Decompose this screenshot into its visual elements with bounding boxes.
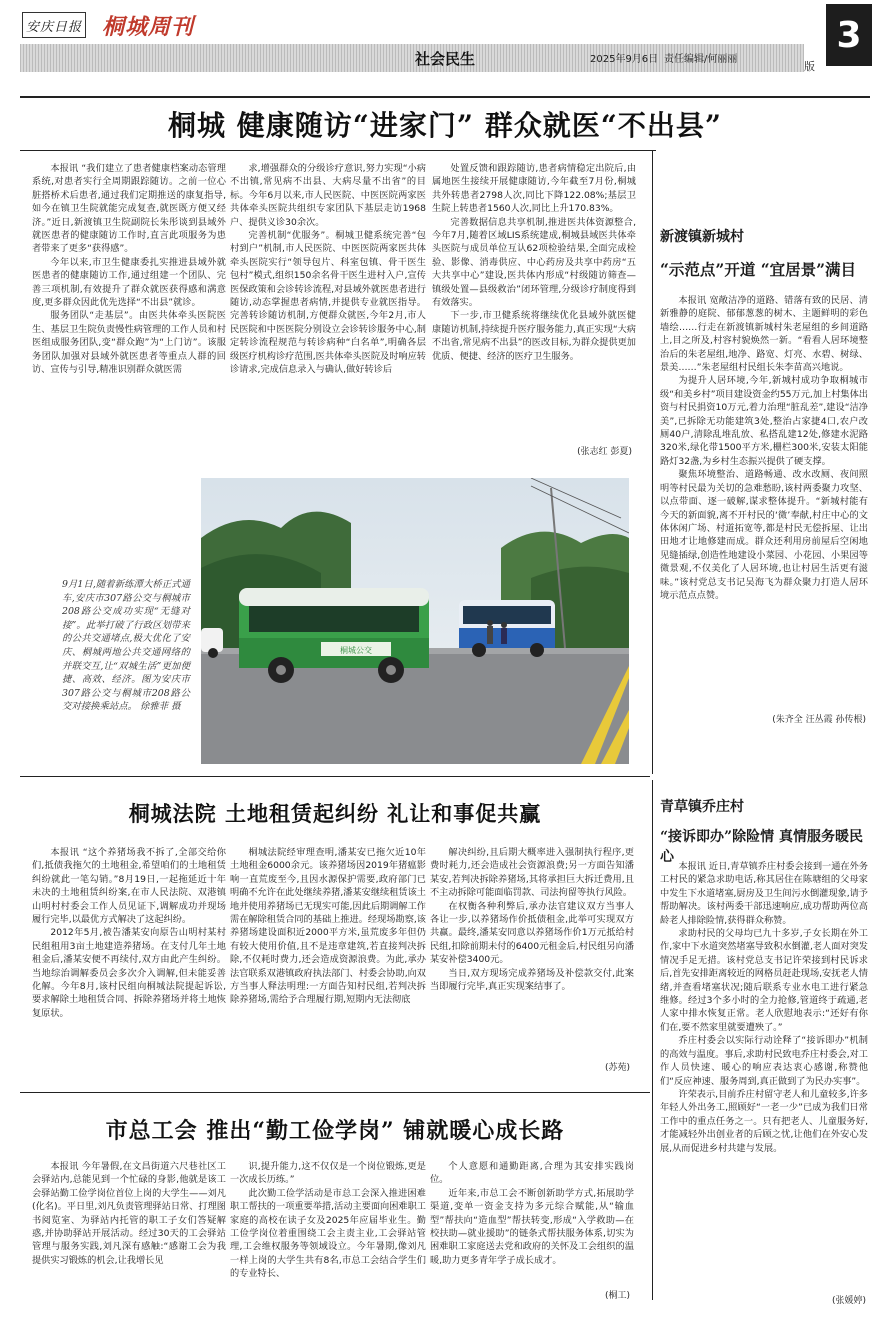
sidebar2-body <box>660 860 868 1292</box>
paragraph: 许荣表示,目前乔庄村留守老人和儿童较多,许多年轻人外出务工,照顾好“一老一少”已成为我们日常工作中的重点任务之一。只有把老人、儿童服务好,才能减轻外出创业者的后顾之忧,让他们在外安心发展,从而促进乡村共建与发展。 <box>660 1088 868 1154</box>
paragraph: 2012年5月,被告潘某安向原告山明村某村民组租用3亩土地建造养猪场。在支付几年土地租金后,潘某安便不再续付,双方由此产生纠纷。当地综治调解委员会多次介入调解,但未能妥善化解。今年8月,该村民组向桐城法院提起诉讼,要求解除土地租赁合同、拆除养猪场并将土地恢复原状。 <box>32 927 226 1019</box>
article1-col2-text <box>230 162 426 377</box>
article2-byline: (苏苑) <box>604 1063 630 1073</box>
paragraph: 处置反馈和跟踪随访,患者病情稳定出院后,由属地医生接续开展健康随访,今年截至7月份,桐城共外转患者2798人次,同比下降122.08%;基层卫生院上转患者1560人次,同比上升170.83%。 <box>432 163 636 215</box>
editor-credit: 责任编辑/何丽丽 <box>664 54 738 65</box>
paragraph: 此次勤工俭学活动是市总工会深入推进困难职工帮扶的一项重要举措,活动主要面向困难职工家庭的高校在读子女及2025年应届毕业生。勤工俭学岗位着重围绕工会主责主业,工会驿站管理,工会维权服务等领域设立。今年暑期,像刘凡一样上岗的大学生共有8名,市总工会结合学生们的专业特长、 <box>230 1187 426 1280</box>
photo-caption: 9月1日,随着新练潭大桥正式通车,安庆市307路公交与桐城市208路公交成功实现“无缝对接”。此举打破了行政区划带来的公共交通堵点,极大优化了安庆、桐城两地公共交通网络的并联交互,让“双城生活”更加便捷、高效、经济。图为安庆市307路公交与桐城市208路公交对接换乘站点。 徐雅菲 摄 <box>62 579 190 713</box>
paragraph: 聚焦环境整治、道路畅通、改水改厕、夜间照明等村民最为关切的急难愁盼,该村两委聚力攻坚、以点带面、逐一破解,谋求整体提升。“新城村能有今天的新面貌,离不开村民的‘微’奉献,村庄中心的文体休闲广场、村道拓宽等,都是村民无偿拆屋、让出田地才让地修建而成。群众还利用房前屋后空闲地见缝插绿,创造性地建设小菜园、小花园、小果园等微景观,不仅美化了人居环境,也让村居生活更有滋味。”该村党总支书记吴海飞为群众聚力打造人居环境示范点点赞。 <box>660 469 868 601</box>
paragraph: 本报讯 今年暑假,在文昌街道六尺巷社区工会驿站内,总能见到一个忙碌的身影,他就是该工会驿站勤工俭学岗位首位上岗的大学生——刘凡(化名)。平日里,刘凡负责管理驿站日常、打理图书阅览室、为驿站内托管的职工子女们答疑解惑,并协助驿站开展活动。经过30天的工会驿站管理与服务实践,刘凡深有感触:“感谢工会为我提供实习锻炼的机会,让我增长见 <box>32 1161 226 1266</box>
paragraph: 服务团队“走基层”。由医共体牵头医院医生、基层卫生院负责慢性病管理的工作人员和村医组成服务团队,变“群众跑”为“上门访”。该服务团队加强对县域外就医患者等重点人群的回访、宣传与引导,精准识别群众就医需 <box>32 310 226 376</box>
paragraph: 乔庄村委会以实际行动诠释了“接诉即办”机制的高效与温度。事后,求助村民致电乔庄村委会,对工作人员快速、暖心的响应表达衷心感谢,称赞他们“反应神速、服务周到,真正做到了为民办实事”。 <box>660 1035 868 1087</box>
article1-col2 <box>230 162 426 462</box>
article2-col1 <box>32 846 226 1066</box>
divider <box>20 776 650 777</box>
article3-col1-text <box>32 1160 226 1267</box>
article1-col1-text <box>32 162 226 377</box>
article1-col3-text <box>432 162 636 363</box>
divider <box>20 1092 650 1093</box>
article3-byline: (桐工) <box>604 1291 630 1301</box>
article3-col2 <box>230 1160 426 1300</box>
paragraph: 当日,双方现场完成养猪场及补偿款交付,此案当即履行完毕,真正实现案结事了。 <box>430 967 634 993</box>
paragraph: 本报讯 “这个养猪场我不拆了,全部交给你们,抵债我拖欠的土地租金,希望咱们的土地租赁纠纷就此一笔勾销。”8月19日,一起拖延近十年未决的土地租赁纠纷案,在市人民法院、双港镇山明村村委会工作人员见证下,调解成功并现场履行完毕,以最优方式解决了这起纠纷。 <box>32 847 226 926</box>
newspaper-logo: 安庆日报 <box>22 12 86 38</box>
paragraph: 本报讯 “我们建立了患者健康档案动态管理系统,对患者实行全周期跟踪随访。之前一位心脏搭桥术后患者,通过我们定期推送的康复指导,如今在镇卫生院就能完成复查,就医既方便又经济。”近日,新渡镇卫生院副院长朱彤谈到县域外就医患者的健康随访工作时,直言此项服务为患者带来了更多“获得感”。 <box>32 163 226 255</box>
paragraph: 求助村民的父母均已九十多岁,子女长期在外工作,家中下水道突然堵塞导致积水倒灌,老人面对突发情况手足无措。该村党总支书记许荣接到村民诉求后,首先安排距离较近的网格员赶赴现场,安抚老人情绪,并查看堵塞状况;随后联系专业水电工进行紧急维修。经过3个多小时的全力抢修,管道终于疏通,老人家中排水恢复正常。老人欣慰地表示:“还好有你们在,要不然家里就要遭殃了。” <box>660 928 868 1033</box>
column-divider <box>652 780 653 1300</box>
paragraph: 今年以来,市卫生健康委扎实推进县域外就医患者的健康随访工作,通过组建一个团队、完善三项机制,有效提升了群众就医获得感和满意度,更多群众因此优先选择“不出县”就诊。 <box>32 256 226 309</box>
article3-col2-text <box>230 1160 426 1281</box>
article3-title: 市总工会 推出“勤工俭学岗” 铺就暖心成长路 <box>105 1118 565 1144</box>
paragraph: 为提升人居环境,今年,新城村成功争取桐城市级“和美乡村”项目建设资金约55万元,加上村集体出资与村民捐资10万元,着力治理“脏乱差”,建设“洁净美”,已拆除无功能建筑3处,整治占家捷4口,农户改厕40户,清除乱堆乱放、私搭乱建12处,修建水泥路320米,绿化带1500平方米,栅栏300米,安装太阳能路灯32盏,为乡村生态振兴提供了硬支撑。 <box>660 375 868 467</box>
article2-title: 桐城法院 土地租赁起纠纷 礼让和事促共赢 <box>128 801 542 826</box>
sidebar1-body <box>660 294 868 708</box>
paragraph: 完善机制“优服务”。桐城卫健系统完善“包村到户”机制,市人民医院、中医医院两家医共体牵头医院实行“领导包片、科室包镇、骨干医生包村”模式,组织150余名骨干医生进村入户,宣传医保政策和会诊转诊流程,对县域外就医患者进行随访,动态掌握患者病情,并提供专业就医指导。完善转诊随访机制,方便群众就医,今年2月,市人民医院和中医医院分别设立会诊转诊服务中心,制定转诊流程规范与转诊病种“白名单”,明确各层级医疗机构诊疗范围,医共体牵头医院及时响应转诊请求,完成信息录入与确认,做好转诊后 <box>230 230 426 376</box>
masthead <box>0 0 887 80</box>
paragraph: 识,提升能力,这不仅仅是一个岗位锻炼,更是一次成长历练。” <box>230 1161 426 1186</box>
sidebar1-byline: (朱齐全 汪丛霞 孙传根) <box>772 715 866 725</box>
sidebar2-title: “接诉即办”除险情 真情服务暖民心 <box>660 829 863 865</box>
article2-col2-text <box>230 846 426 1007</box>
paragraph: 下一步,市卫健系统将继续优化县域外就医健康随访机制,持续提升医疗服务能力,真正实现“大病不出省,常见病不出县”的医改目标,为群众提供更加优质、便捷、经济的医疗卫生服务。 <box>432 310 636 362</box>
article1-col1 <box>32 162 226 462</box>
page-number: 3 <box>826 4 872 66</box>
issue-date: 2025年9月6日 <box>590 54 659 65</box>
supplement-logo: 桐城周刊 <box>102 14 195 40</box>
sidebar2-kicker: 青草镇乔庄村 <box>660 799 744 815</box>
paragraph: 近年来,市总工会不断创新助学方式,拓展助学渠道,变单一资金支持为多元综合赋能,从“输血型”帮扶向“造血型”帮扶转变,形成“入学救助—在校扶助—就业援助”的链条式帮扶服务体系,切实为困难职工家庭送去党和政府的关怀及工会组织的温暖,助力更多青年学子成长成才。 <box>430 1187 634 1266</box>
sidebar1-kicker: 新渡镇新城村 <box>660 229 744 245</box>
sidebar1-title: “示范点”开道 “宜居景”满目 <box>660 260 857 279</box>
paragraph: 求,增强群众的分级诊疗意识,努力实现“小病不出镇,常见病不出县、大病尽量不出省”的目标。今年6月以来,市人民医院、中医医院两家医共体牵头医院共组织专家团队下基层走访1968户、提供义诊30余次。 <box>230 163 426 228</box>
article3-col3 <box>430 1160 634 1286</box>
paragraph: 桐城法院经审理查明,潘某安已拖欠近10年土地租金6000余元。该养猪场因2019年猪瘟影响一直荒废至今,且因水源保护需要,政府部门已明确不允许在此处继续养猪,潘某安继续租赁该土地并使用养猪场已无现实可能,因此后期调解工作需在解除租赁合同的基础上推进。经现场勘察,该养猪场建设面积近2000平方米,虽荒废多年但仍有较大使用价值,且不是违章建筑,若直接判决拆除,不仅耗时费力,还会造成资源浪费。为此,承办法官联系双港镇政府执法部门、村委会协助,向双方当事人释法明理:一方面告知村民组,若判决拆除养猪场,需给予合理履行期,短期内无法彻底 <box>230 847 426 1006</box>
paragraph: 在权衡各种利弊后,承办法官建议双方当事人各让一步,以养猪场作价抵债租金,此举可实现双方共赢。最终,潘某安同意以养猪场作价1万元抵给村民组,扣除前期未付的6400元租金后,村民组另向潘某安补偿3400元。 <box>430 900 634 966</box>
paragraph: 本报讯 近日,青草镇乔庄村委会接到一通在外务工村民的紧急求助电话,称其居住在陈塘组的父母家中发生下水道堵塞,厨房及卫生间污水倒灌现象,请予帮助解决。该村两委干部迅速响应,成功帮助两位高龄老人排除险情,获得群众称赞。 <box>660 861 868 926</box>
divider <box>20 150 656 151</box>
divider <box>20 96 870 98</box>
sidebar2-byline: (张媛婷) <box>831 1296 866 1306</box>
sidebar2-text <box>660 860 868 1155</box>
paragraph: 完善数据信息共享机制,推进医共体资源整合,今年7月,随着区域LIS系统建成,桐城县域医共体牵头医院与成员单位互认62项检验结果,全面完成检验、影像、消毒供应、中心药房及共享中药房“五大共享中心”建设,医共体内形成“村级随访筛查—镇级处置—县级救治”闭环管理,分级诊疗制度得到有效落实。 <box>432 216 636 309</box>
page-suffix: 版 <box>804 60 815 73</box>
paragraph: 解决纠纷,且后期大概率进入强制执行程序,更费时耗力,还会造成社会资源浪费;另一方面告知潘某安,若判决拆除养猪场,其将承担巨大拆迁费用,且不主动拆除可能面临罚款、司法拘留等执行风险。 <box>430 847 634 899</box>
article1-col3 <box>432 162 636 445</box>
bus-photo-illustration <box>201 478 629 764</box>
article2-col3-text <box>430 846 634 993</box>
bus-side-text: 桐城公交 <box>340 646 372 655</box>
news-photo <box>201 478 629 764</box>
paragraph: 本报讯 宽敞洁净的道路、错落有致的民居、清新雅静的庭院、郁郁葱葱的树木、主题鲜明的彩色墙绘……行走在新渡镇新城村朱老屋组的乡间道路上,目之所及,村容村貌焕然一新。“看看人居环境整治后的朱老屋组,地净、路宽、灯亮、水碧、树绿、景美……”朱老屋组村民组长朱李苗高兴地说。 <box>660 295 868 374</box>
paragraph: 个人意愿和通勤距离,合理为其安排实践岗位。 <box>430 1161 634 1186</box>
article1-title: 桐城 健康随访“进家门” 群众就医“不出县” <box>168 109 722 142</box>
article2-col1-text <box>32 846 226 1020</box>
article2-col2 <box>230 846 426 1074</box>
article3-col3-text <box>430 1160 634 1267</box>
article3-col1 <box>32 1160 226 1300</box>
section-name: 社会民生 <box>414 49 475 68</box>
article1-byline: (张志红 彭夏) <box>577 447 632 457</box>
sidebar1-text <box>660 294 868 602</box>
column-divider <box>652 150 653 774</box>
article2-col3 <box>430 846 634 1062</box>
